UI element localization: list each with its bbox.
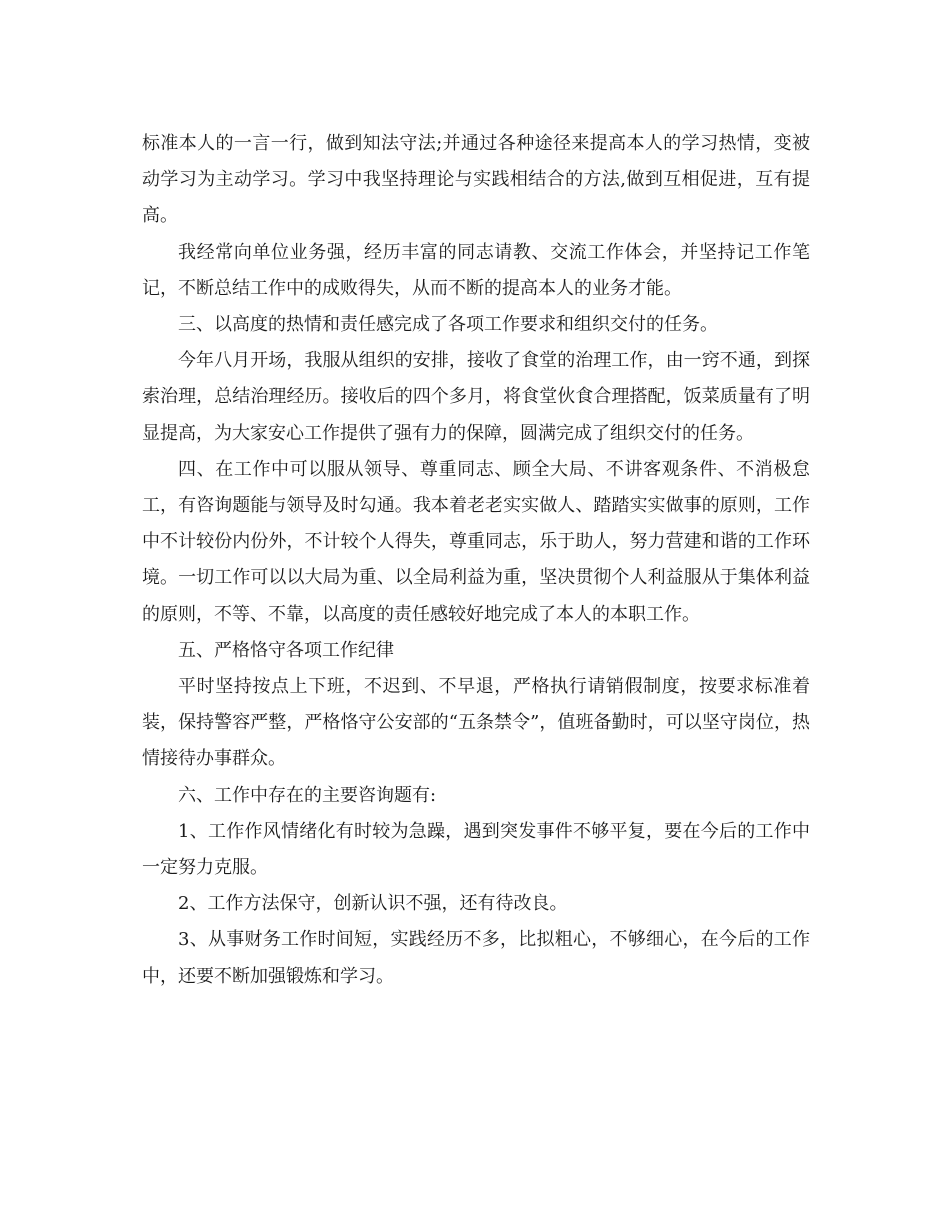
list-item: 1、工作作风情绪化有时较为急躁，遇到突发事件不够平复，要在今后的工作中一定努力克服。 xyxy=(142,820,810,879)
document-body xyxy=(142,126,810,995)
list-item: 2、工作方法保守，创新认识不强，还有待改良。 xyxy=(178,893,568,915)
section-heading: 五、严格恪守各项工作纪律 xyxy=(178,639,394,661)
list-item: 3、从事财务工作时间短，实践经历不多，比拟粗心，不够细心，在今后的工作中，还要不断加强锻炼和学习。 xyxy=(142,929,810,987)
paragraph: 平时坚持按点上下班，不迟到、不早退，严格执行请销假制度，按要求标准着装，保持警容严整，严格恪守公安部的“五条禁令”，值班备勤时，可以坚守岗位，热情接待办事群众。 xyxy=(142,676,810,770)
section-heading: 四、在工作中可以服从领导、尊重同志、顾全大局、不讲客观条件、不消极怠工，有咨询题能与领导及时勾通。我本着老老实实做人、踏踏实实做事的原则，工作中不计较份内份外，不计较个人得失，尊重同志，乐于助人，努力营建和谐的工作环境。一切工作可以以大局为重、以全局利益为重，坚决贯彻个人利益服从于集体利益的原则，不等、不靠，以高度的责任感较好地完成了本人的本职工作。 xyxy=(142,458,810,625)
paragraph: 标准本人的一言一行，做到知法守法;并通过各种途径来提高本人的学习热情，变被动学习为主动学习。学习中我坚持理论与实践相结合的方法,做到互相促进，互有提高。 xyxy=(142,133,810,227)
section-heading: 三、以高度的热情和责任感完成了各项工作要求和组织交付的任务。 xyxy=(178,314,718,336)
paragraph: 我经常向单位业务强，经历丰富的同志请教、交流工作体会，并坚持记工作笔记，不断总结工作中的成败得失，从而不断的提高本人的业务才能。 xyxy=(142,241,810,299)
section-heading: 六、工作中存在的主要咨询题有: xyxy=(178,784,437,806)
paragraph: 今年八月开场，我服从组织的安排，接收了食堂的治理工作，由一窍不通，到探索治理，总结治理经历。接收后的四个多月，将食堂伙食合理搭配，饭菜质量有了明显提高，为大家安心工作提供了强有力的保障，圆满完成了组织交付的任务。 xyxy=(142,350,810,444)
